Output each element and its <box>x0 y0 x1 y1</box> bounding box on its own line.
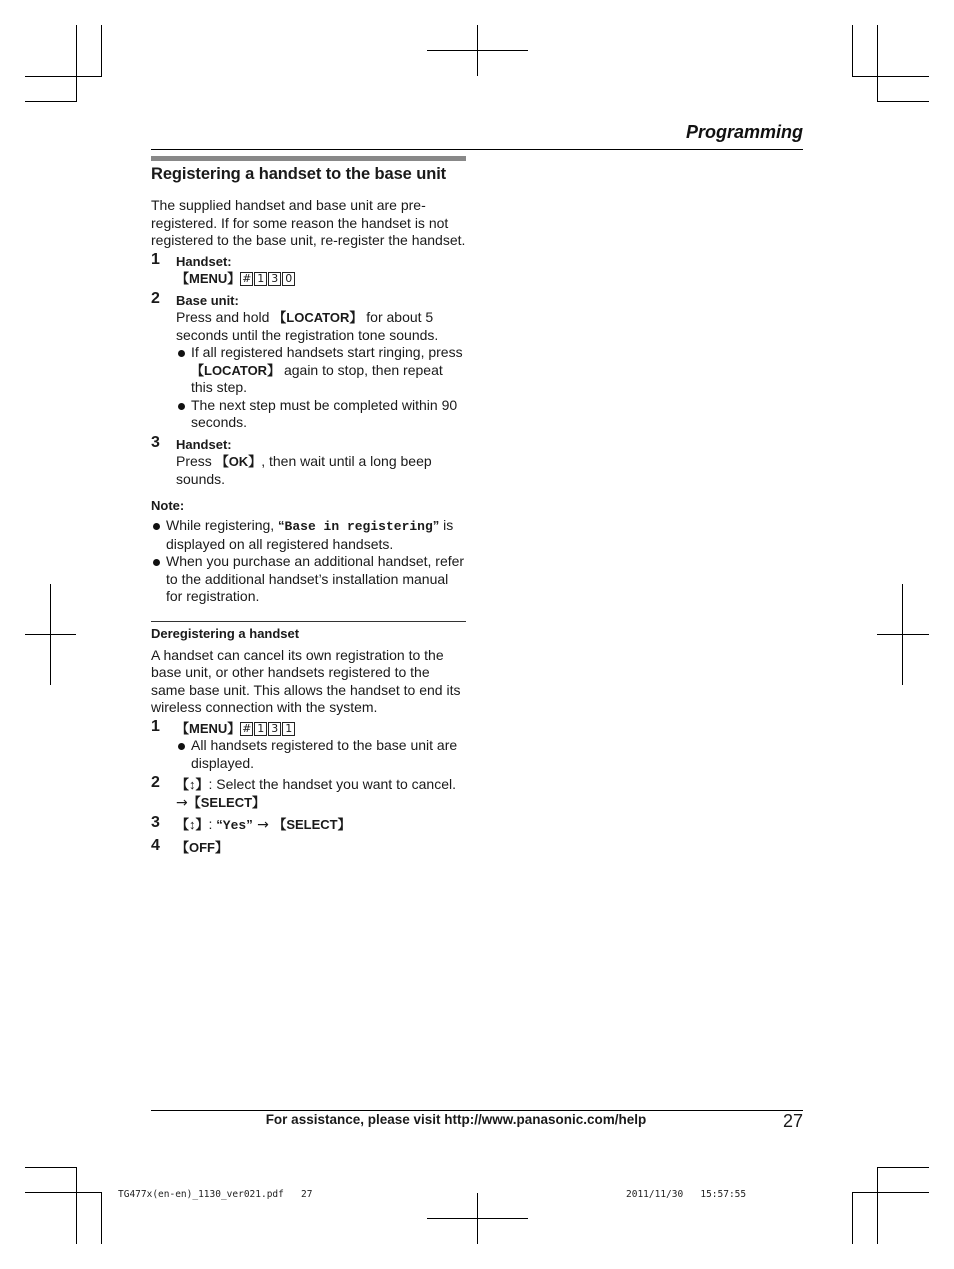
print-date-info: 2011/11/30 15:57:55 <box>626 1189 747 1200</box>
digit-key: 3 <box>268 722 281 736</box>
crop-mark <box>877 1167 878 1244</box>
list-item: All handsets registered to the base unit are displayed. <box>176 737 466 772</box>
deregister-intro: A handset can cancel its own registration to the base unit, or other handsets registered to the same base unit. This allows the handset to end its wireless connection with the system. <box>151 646 461 715</box>
crop-mark <box>852 1192 853 1244</box>
arrow-icon: → <box>176 794 188 811</box>
deregister-step-2: 2 【↕】: Select the handset you want to cancel. →【SELECT】 <box>151 774 457 811</box>
step-text: Press 【OK】, then wait until a long beep sounds. <box>176 453 432 487</box>
footer-divider <box>151 1110 803 1111</box>
step-number: 1 <box>151 717 160 735</box>
crop-mark <box>877 101 929 102</box>
register-step-2 <box>151 289 466 432</box>
menu-key: 【MENU】 <box>176 271 241 286</box>
crop-mark <box>427 1218 528 1219</box>
crop-mark <box>25 1167 76 1168</box>
select-key: 【SELECT】 <box>187 794 266 810</box>
digit-key: 1 <box>282 722 295 736</box>
print-file-info: TG477x(en-en)_1130_ver021.pdf 27 <box>118 1189 313 1200</box>
crop-mark <box>877 1167 929 1168</box>
step-number: 4 <box>151 836 160 854</box>
step-label: Handset: <box>176 253 232 269</box>
crop-mark <box>76 25 77 102</box>
navigator-key: 【↕】 <box>176 817 209 832</box>
select-key: 【SELECT】 <box>273 817 351 832</box>
ok-key: 【OK】 <box>215 454 262 469</box>
crop-mark <box>852 25 853 76</box>
deregister-step-3: 3 【↕】: “Yes” → 【SELECT】 <box>151 814 351 833</box>
deregister-title: Deregistering a handset <box>151 625 300 641</box>
crop-mark <box>852 1192 929 1193</box>
deregister-step-1 <box>151 717 466 773</box>
arrow-icon: → <box>252 817 274 833</box>
locator-key: 【LOCATOR】 <box>273 310 363 325</box>
register-step-3 <box>151 433 466 489</box>
crop-mark <box>877 25 878 102</box>
register-intro: The supplied handset and base unit are pre-registered. If for some reason the handset is not registered to the base unit, re-register the handset. <box>151 197 466 248</box>
crop-mark <box>101 25 102 76</box>
digit-key: 1 <box>254 272 267 286</box>
step-number: 2 <box>151 289 160 307</box>
step-number: 3 <box>151 814 160 831</box>
deregister-step-4 <box>151 836 466 857</box>
section-header: Programming <box>685 122 803 142</box>
crop-mark <box>877 634 929 635</box>
digit-key: 0 <box>282 272 295 286</box>
list-item: The next step must be completed within 90 seconds. <box>176 397 466 432</box>
crop-mark <box>427 50 528 51</box>
crop-mark <box>25 1192 102 1193</box>
crop-mark <box>25 76 102 77</box>
crop-mark <box>25 634 76 635</box>
register-title: Registering a handset to the base unit <box>151 165 447 183</box>
step-label: Base unit: <box>176 292 239 308</box>
help-text: For assistance, please visit http://www.panasonic.com/help <box>265 1112 647 1127</box>
list-item: When you purchase an additional handset, refer to the additional handset’s installation manual for registration. <box>151 553 466 606</box>
section-bar <box>151 156 466 161</box>
locator-key: 【LOCATOR】 <box>191 362 281 378</box>
hash-key: # <box>242 721 252 735</box>
step-text: Press and hold 【LOCATOR】 for about 5 seconds until the registration tone sounds. <box>176 309 439 343</box>
step-number: 2 <box>151 774 160 791</box>
list-item: If all registered handsets start ringing, press 【LOCATOR】 again to stop, then repeat this step. <box>176 344 466 397</box>
register-step-1 <box>151 250 466 288</box>
subsection-divider <box>151 621 466 622</box>
navigator-key: 【↕】 <box>176 777 209 792</box>
list-item: While registering, “Base in registering” is displayed on all registered handsets. <box>151 517 466 553</box>
crop-mark <box>76 1167 77 1244</box>
digit-key: 1 <box>254 722 267 736</box>
crop-mark <box>852 76 929 77</box>
page-number: 27 <box>782 1111 803 1131</box>
hash-key: # <box>242 272 252 285</box>
crop-mark <box>25 101 76 102</box>
step-label: Handset: <box>176 436 232 452</box>
off-key: 【OFF】 <box>176 839 228 855</box>
menu-key: 【MENU】 <box>176 720 241 736</box>
display-text: Base in registering <box>284 519 433 534</box>
header-divider <box>151 149 803 150</box>
crop-mark <box>101 1192 102 1244</box>
main-column <box>151 156 466 856</box>
note-label: Note: <box>151 498 185 513</box>
step-number: 3 <box>151 433 160 451</box>
step-number: 1 <box>151 250 160 268</box>
display-text: Yes <box>222 818 247 833</box>
digit-key: 3 <box>268 272 281 286</box>
